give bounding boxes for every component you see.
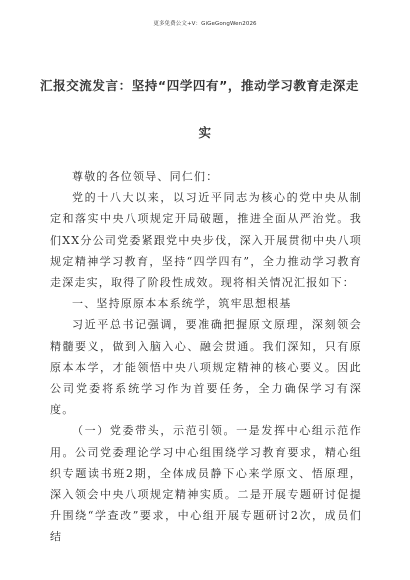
section-heading-1: 一、坚持原原本本系统学，筑牢思想根基 xyxy=(72,297,292,311)
document-title-line-1: 汇报交流发言：坚持“四学四有”，推动学习教育走深走 xyxy=(40,78,359,93)
subsection-heading: （一）党委带头，示范引领。 xyxy=(72,424,237,438)
section-1-paragraph: 习近平总书记强调，要准确把握原文原理，深刻领会精髓要义，做到入脑入心、融会贯通。我们深知，只有原原本本学，才能领悟中央八项规定精神的核心要义。因此公司党委将系统学习作为首要任务，全力确保学习有深度。 xyxy=(50,318,362,417)
document-title-line-2: 实 xyxy=(198,125,212,140)
subsection-paragraph xyxy=(50,420,362,547)
salutation: 尊敬的各位领导、同仁们： xyxy=(72,170,219,183)
intro-paragraph: 党的十八大以来，以习近平同志为核心的党中央从制定和落实中央八项规定开局破题，推进全面从严治党。我们XX分公司党委紧跟党中央步伐，深入开展贯彻中央八项规定精神学习教育，坚持“四学四有”，全力推动学习教育走深走实，取得了阶段性成效。现将相关情况汇报如下： xyxy=(50,191,362,290)
document-body xyxy=(50,166,362,548)
header-note: 更多免费公文+V：GiGeGongWen2026 xyxy=(153,21,257,27)
subsection-text: 一是发挥中心组示范作用。公司党委理论学习中心组围绕学习教育要求，精心组织专题读书班2期，全体成员静下心来学原文、悟原理，深入领会中央八项规定精神实质。二是开展专题研讨促提升围绕“学查改”要求，中心组开展专题研讨2次，成员们结 xyxy=(50,424,362,544)
